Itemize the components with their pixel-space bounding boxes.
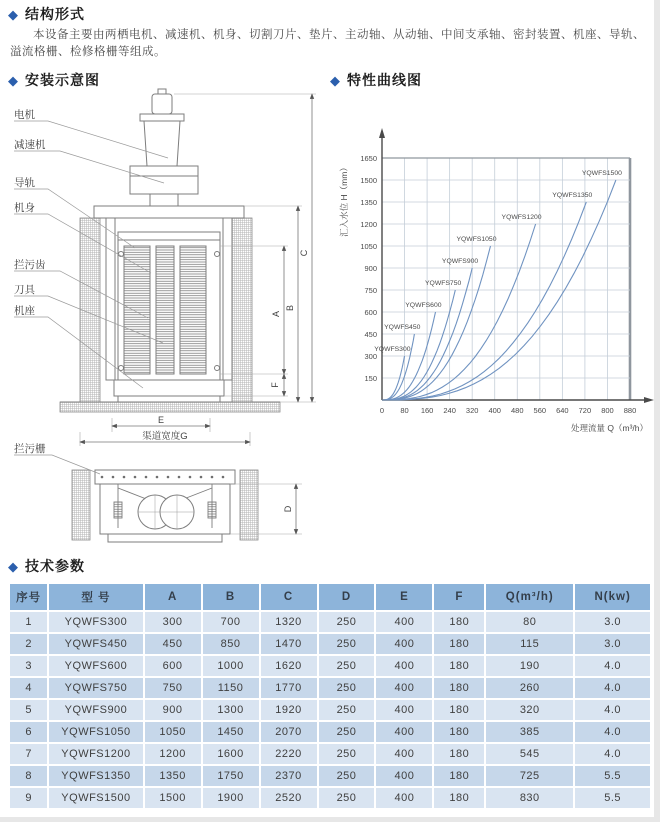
column-header: A — [145, 584, 201, 610]
table-cell: YQWFS1050 — [49, 722, 142, 742]
curve-label: YQWFS900 — [441, 258, 479, 265]
table-cell: 8 — [10, 766, 47, 786]
column-header: B — [203, 584, 259, 610]
table-cell: 180 — [434, 744, 484, 764]
curve-label: YQWFS1050 — [456, 236, 497, 243]
table-cell: 115 — [486, 634, 573, 654]
table-cell: 9 — [10, 788, 47, 808]
dim-d: D — [283, 505, 293, 513]
trash-rack-bar — [95, 470, 235, 484]
installation-diagram — [8, 88, 330, 556]
parameters-table — [8, 582, 652, 810]
table-cell: 180 — [434, 678, 484, 698]
table-row — [10, 788, 650, 808]
column-header: E — [376, 584, 432, 610]
x-tick-label: 0 — [379, 406, 385, 415]
column-header: F — [434, 584, 484, 610]
table-cell: 725 — [486, 766, 573, 786]
parameters-table-body — [10, 612, 650, 808]
table-cell: 250 — [319, 700, 375, 720]
x-axis-arrow — [644, 397, 654, 403]
y-tick-label: 900 — [364, 263, 377, 273]
table-cell: YQWFS1350 — [49, 766, 142, 786]
table-cell: 250 — [319, 788, 375, 808]
dim-f: F — [270, 382, 280, 388]
section-heading-installation — [8, 70, 100, 90]
table-cell: 400 — [376, 612, 432, 632]
column-header: N(kw) — [575, 584, 650, 610]
table-cell: 180 — [434, 656, 484, 676]
table-cell: 190 — [486, 656, 573, 676]
table-cell: 4.0 — [575, 656, 650, 676]
table-cell: 250 — [319, 678, 375, 698]
curve-label: YQWFS1200 — [501, 214, 542, 221]
table-cell: 250 — [319, 612, 375, 632]
table-cell: 1620 — [261, 656, 317, 676]
page-edge-right — [654, 0, 660, 822]
table-cell: 1750 — [203, 766, 259, 786]
table-cell: 1320 — [261, 612, 317, 632]
table-cell: 4.0 — [575, 744, 650, 764]
table-row — [10, 634, 650, 654]
machine-base — [114, 380, 224, 396]
y-tick-label: 1500 — [360, 175, 377, 185]
curve-label: YQWFS750 — [425, 280, 462, 287]
table-cell: 400 — [376, 634, 432, 654]
table-cell: 320 — [486, 700, 573, 720]
table-row — [10, 678, 650, 698]
table-cell: 700 — [203, 612, 259, 632]
x-tick-label: 480 — [511, 406, 524, 415]
plan-view — [14, 442, 302, 542]
y-tick-label: 1200 — [360, 219, 377, 229]
section-title-curves: 特性曲线图 — [347, 72, 422, 88]
column-header: Q(m³/h) — [486, 584, 573, 610]
x-tick-label: 320 — [465, 406, 479, 415]
table-cell: 250 — [319, 656, 375, 676]
x-tick-label: 560 — [533, 406, 547, 415]
curve-YQWFS1350 — [382, 202, 586, 400]
part-label-cutter: 刀具 — [14, 284, 35, 296]
table-cell: 385 — [486, 722, 573, 742]
table-cell: YQWFS750 — [49, 678, 142, 698]
table-cell: 1 — [10, 612, 47, 632]
table-cell: 180 — [434, 700, 484, 720]
table-cell: YQWFS600 — [49, 656, 142, 676]
table-cell: 4.0 — [575, 700, 650, 720]
part-label-base: 机座 — [14, 305, 35, 317]
dimension-lines-horizontal — [80, 415, 250, 446]
table-row — [10, 612, 650, 632]
dim-c: C — [299, 249, 309, 257]
y-axis-title: 汇入水位 H（mm） — [339, 163, 349, 237]
x-tick-label: 880 — [623, 406, 637, 415]
table-cell: 1470 — [261, 634, 317, 654]
table-cell: 400 — [376, 744, 432, 764]
table-cell: 180 — [434, 788, 484, 808]
table-cell: 900 — [145, 700, 201, 720]
curve-label: YQWFS600 — [405, 302, 442, 309]
x-tick-label: 160 — [420, 406, 434, 415]
section-heading-curves — [330, 70, 422, 90]
table-cell: 6 — [10, 722, 47, 742]
table-cell: 5.5 — [575, 788, 650, 808]
plan-label-trash-rack: 拦污栅 — [14, 443, 46, 455]
table-cell: 400 — [376, 700, 432, 720]
table-cell: 400 — [376, 656, 432, 676]
table-cell: 80 — [486, 612, 573, 632]
table-cell: 3 — [10, 656, 47, 676]
y-tick-label: 150 — [364, 373, 377, 383]
table-cell: YQWFS1500 — [49, 788, 142, 808]
curve-label: YQWFS450 — [384, 324, 421, 331]
cutter-column — [156, 246, 174, 374]
table-cell: 450 — [145, 634, 201, 654]
table-cell: 2 — [10, 634, 47, 654]
x-axis-title: 处理流量 Q（m³/h） — [571, 423, 648, 433]
table-cell: 750 — [145, 678, 201, 698]
x-tick-label: 240 — [443, 406, 456, 415]
table-cell: 2220 — [261, 744, 317, 764]
diamond-icon: ◆ — [8, 73, 19, 88]
table-cell: 4 — [10, 678, 47, 698]
characteristic-curve-chart — [334, 96, 656, 444]
table-cell: 400 — [376, 678, 432, 698]
table-row — [10, 700, 650, 720]
section-title-installation: 安装示意图 — [25, 72, 100, 88]
table-cell: 250 — [319, 722, 375, 742]
parameters-table-header — [10, 584, 650, 610]
table-cell: 850 — [203, 634, 259, 654]
curve-label: YQWFS300 — [374, 346, 411, 353]
x-tick-label: 400 — [488, 406, 501, 415]
curve-label: YQWFS1350 — [552, 192, 593, 199]
dim-a: A — [271, 310, 281, 318]
table-cell: 1000 — [203, 656, 259, 676]
table-cell: 180 — [434, 722, 484, 742]
motor-assembly — [94, 89, 244, 218]
channel-width-label: 渠道宽度G — [142, 431, 188, 442]
table-cell: 2370 — [261, 766, 317, 786]
x-tick-label: 640 — [556, 406, 569, 415]
table-cell: 3.0 — [575, 634, 650, 654]
part-label-reducer: 减速机 — [14, 139, 46, 151]
part-label-guide-rail: 导轨 — [14, 177, 35, 189]
table-cell: YQWFS900 — [49, 700, 142, 720]
grinder-drum-right — [180, 246, 206, 374]
table-cell: 180 — [434, 612, 484, 632]
header-row — [10, 584, 650, 610]
part-label-motor: 电机 — [14, 109, 35, 121]
table-cell: 3.0 — [575, 612, 650, 632]
table-cell: 180 — [434, 766, 484, 786]
table-cell: 545 — [486, 744, 573, 764]
section-heading-structure — [8, 4, 85, 24]
table-cell: YQWFS300 — [49, 612, 142, 632]
table-cell: 4.0 — [575, 722, 650, 742]
table-cell: 400 — [376, 722, 432, 742]
table-cell: YQWFS1200 — [49, 744, 142, 764]
table-row — [10, 744, 650, 764]
curve-YQWFS1050 — [382, 246, 491, 400]
y-tick-label: 1050 — [360, 241, 377, 251]
y-tick-label: 1350 — [360, 197, 377, 207]
table-cell: 180 — [434, 634, 484, 654]
section-title-structure: 结构形式 — [25, 6, 85, 22]
y-axis-arrow — [379, 128, 385, 138]
table-cell: 7 — [10, 744, 47, 764]
table-cell: 1920 — [261, 700, 317, 720]
x-tick-label: 720 — [578, 406, 592, 415]
table-cell: 5 — [10, 700, 47, 720]
table-row — [10, 722, 650, 742]
table-row — [10, 656, 650, 676]
section-title-parameters: 技术参数 — [25, 558, 85, 574]
table-cell: 600 — [145, 656, 201, 676]
table-cell: 4.0 — [575, 678, 650, 698]
column-header: 序号 — [10, 584, 47, 610]
table-cell: 260 — [486, 678, 573, 698]
x-tick-label: 80 — [400, 406, 409, 415]
table-cell: 830 — [486, 788, 573, 808]
table-cell: 1350 — [145, 766, 201, 786]
table-cell: 250 — [319, 744, 375, 764]
part-label-trash-teeth: 拦污齿 — [14, 259, 46, 271]
table-cell: 250 — [319, 766, 375, 786]
column-header: 型 号 — [49, 584, 142, 610]
table-cell: 250 — [319, 634, 375, 654]
table-cell: 400 — [376, 788, 432, 808]
y-tick-label: 1650 — [360, 153, 377, 163]
table-row — [10, 766, 650, 786]
table-cell: 1200 — [145, 744, 201, 764]
table-cell: 400 — [376, 766, 432, 786]
y-tick-label: 600 — [364, 307, 377, 317]
table-cell: YQWFS450 — [49, 634, 142, 654]
section-heading-parameters — [8, 556, 85, 576]
table-cell: 300 — [145, 612, 201, 632]
column-header: D — [319, 584, 375, 610]
diamond-icon: ◆ — [8, 7, 19, 22]
curve-label: YQWFS1500 — [581, 170, 622, 177]
column-header: C — [261, 584, 317, 610]
table-cell: 1500 — [145, 788, 201, 808]
table-cell: 1050 — [145, 722, 201, 742]
dim-b: B — [285, 304, 295, 312]
table-cell: 1770 — [261, 678, 317, 698]
y-tick-label: 750 — [364, 285, 377, 295]
table-cell: 2070 — [261, 722, 317, 742]
structure-description: 本设备主要由两栖电机、减速机、机身、切割刀片、垫片、主动轴、从动轴、中间支承轴、密封装置、机座、导轨、溢流格栅、检修格栅等组成。 — [10, 29, 645, 58]
table-cell: 1450 — [203, 722, 259, 742]
table-cell: 1900 — [203, 788, 259, 808]
table-cell: 1600 — [203, 744, 259, 764]
diamond-icon: ◆ — [330, 73, 341, 88]
x-tick-label: 800 — [601, 406, 614, 415]
table-cell: 1150 — [203, 678, 259, 698]
y-tick-label: 300 — [364, 351, 377, 361]
diamond-icon: ◆ — [8, 559, 19, 574]
dim-e: E — [157, 415, 165, 425]
table-cell: 2520 — [261, 788, 317, 808]
table-cell: 1300 — [203, 700, 259, 720]
part-label-body: 机身 — [14, 202, 35, 214]
curve-YQWFS450 — [382, 334, 414, 400]
table-cell: 5.5 — [575, 766, 650, 786]
y-tick-label: 450 — [364, 329, 377, 339]
page-edge-bottom — [0, 817, 660, 822]
